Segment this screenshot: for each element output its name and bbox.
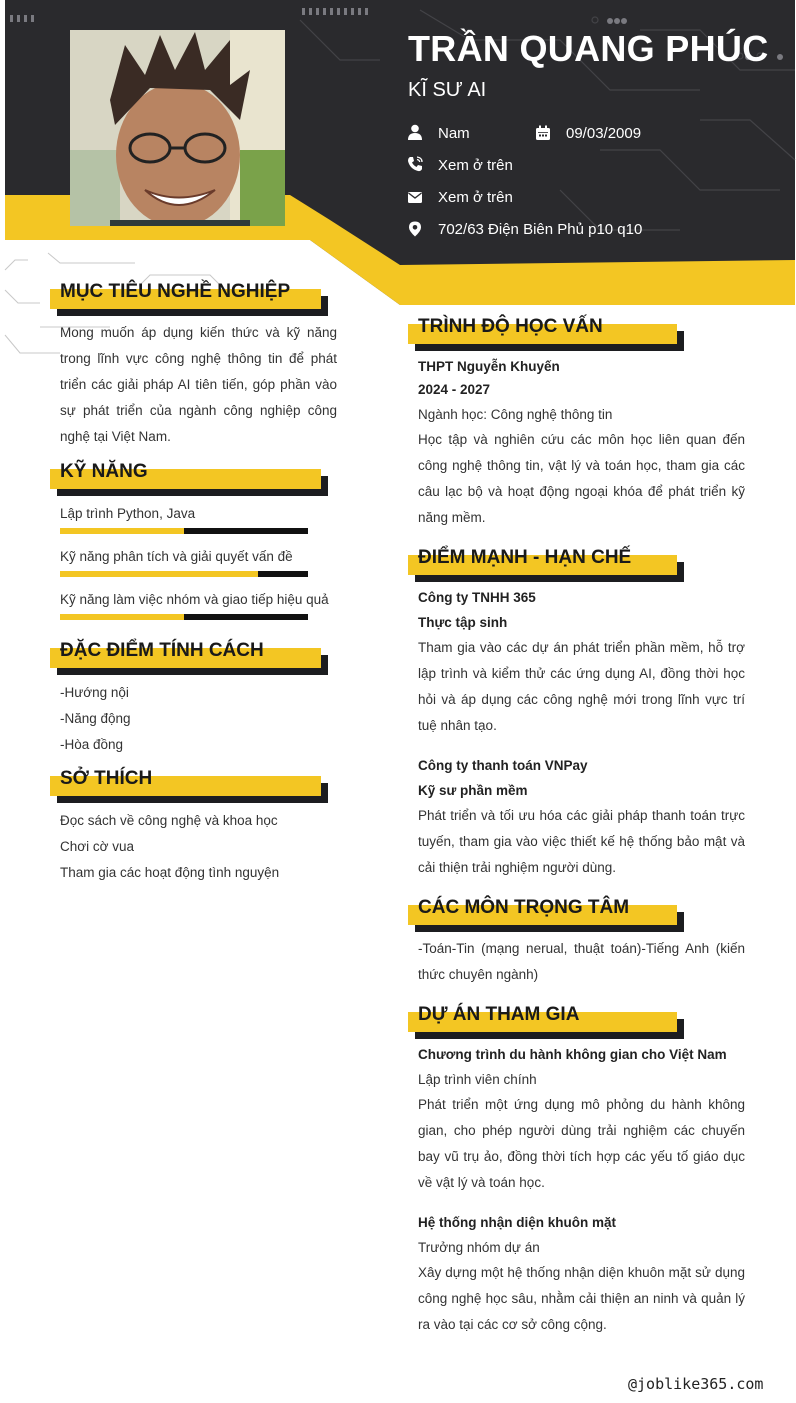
- major: Ngành học: Công nghệ thông tin: [418, 407, 613, 422]
- section-title: CÁC MÔN TRỌNG TÂM: [418, 897, 630, 918]
- calendar-icon: [535, 125, 551, 141]
- company-name: Công ty TNHH 365: [418, 590, 536, 605]
- phone-value: Xem ở trên: [438, 157, 513, 174]
- section-projects: [408, 1004, 684, 1046]
- avatar-photo: [70, 30, 285, 226]
- project-description: Xây dựng một hệ thống nhận diện khuôn mặt sử dụng công nghệ học sâu, nhằm cải thiện an ninh và quản lý ra vào tại các cơ sở công cộng.: [418, 1265, 745, 1332]
- company-name: Công ty thanh toán VNPay: [418, 758, 588, 773]
- hobby-item: Chơi cờ vua: [60, 839, 134, 854]
- avatar: [70, 30, 285, 226]
- personality-item: -Hướng nội: [60, 685, 129, 700]
- section-title: ĐIỂM MẠNH - HẠN CHẾ: [418, 547, 632, 568]
- school-years: 2024 - 2027: [418, 382, 491, 397]
- project-name: Hệ thống nhận diện khuôn mặt: [418, 1215, 616, 1230]
- birthdate-value: 09/03/2009: [566, 125, 642, 142]
- skill-label: Lập trình Python, Java: [60, 506, 196, 521]
- personality-item: -Năng động: [60, 711, 131, 726]
- section-title: DỰ ÁN THAM GIA: [418, 1004, 580, 1025]
- skill-label: Kỹ năng làm việc nhóm và giao tiếp hiệu quả: [60, 592, 329, 607]
- company-role: Kỹ sư phần mềm: [418, 783, 528, 798]
- project-role: Lập trình viên chính: [418, 1072, 537, 1087]
- section-title: TRÌNH ĐỘ HỌC VẤN: [418, 316, 603, 337]
- skill-level-bar: [60, 571, 308, 577]
- school-name: THPT Nguyễn Khuyến: [418, 359, 560, 374]
- personality-item: -Hòa đồng: [60, 737, 124, 752]
- section-hobbies: [50, 768, 328, 810]
- footer-watermark: @joblike365.com: [628, 1375, 764, 1393]
- candidate-name: TRẦN QUANG PHÚC: [408, 28, 769, 69]
- hobby-item: Đọc sách về công nghệ và khoa học: [60, 813, 278, 828]
- subjects-text: -Toán-Tin (mạng nerual, thuật toán)-Tiếng Anh (kiến thức chuyên ngành): [418, 941, 745, 982]
- education-description: Học tập và nghiên cứu các môn học liên quan đến công nghệ thông tin, vật lý và toán học, tham gia các câu lạc bộ và hoạt động ngoại khóa để phát triển kỹ năng mềm.: [418, 432, 745, 525]
- objective-text: Mong muốn áp dụng kiến thức và kỹ năng trong lĩnh vực công nghệ thông tin để phát triển các giải pháp AI tiên tiến, góp phần vào sự phát triển của ngành công nghiệp công nghệ tại Việt Nam.: [60, 325, 337, 444]
- hobby-item: Tham gia các hoạt động tình nguyện: [60, 865, 280, 880]
- user-icon: [407, 124, 423, 140]
- gender-value: Nam: [438, 125, 470, 142]
- section-title: MỤC TIÊU NGHỀ NGHIỆP: [60, 281, 291, 302]
- company-description: Tham gia vào các dự án phát triển phần mềm, hỗ trợ lập trình và kiểm thử các ứng dụng AI, đồng thời học hỏi và áp dụng các công nghệ mới trong lĩnh vực trí tuệ nhân tạo.: [418, 640, 745, 733]
- address-value: 702/63 Điện Biên Phủ p10 q10: [438, 221, 643, 238]
- skill-level-bar: [60, 528, 308, 534]
- section-strengths: [408, 547, 684, 589]
- job-title: KĨ SƯ AI: [408, 79, 487, 101]
- section-title: KỸ NĂNG: [60, 461, 148, 482]
- project-name: Chương trình du hành không gian cho Việt Nam: [418, 1047, 727, 1062]
- email-value: Xem ở trên: [438, 189, 513, 206]
- project-description: Phát triển một ứng dụng mô phỏng du hành không gian, cho phép người dùng trải nghiệm các chuyến bay vũ trụ ảo, đồng thời tích hợp các yếu tố giáo dục về vật lý và toán học.: [418, 1097, 745, 1190]
- section-subjects: [408, 897, 684, 939]
- skill-level-bar: [60, 614, 308, 620]
- section-objective: [50, 281, 328, 323]
- phone-icon: [407, 156, 423, 172]
- company-role: Thực tập sinh: [418, 615, 508, 630]
- email-icon: [407, 189, 423, 205]
- section-education: [408, 316, 684, 358]
- section-skills: [50, 461, 328, 503]
- company-description: Phát triển và tối ưu hóa các giải pháp thanh toán trực tuyến, tham gia vào việc thiết kế hệ thống bảo mật và cải thiện trải nghiệm người dùng.: [418, 808, 745, 875]
- location-pin-icon: [407, 221, 423, 237]
- section-title: SỞ THÍCH: [60, 768, 153, 789]
- skill-label: Kỹ năng phân tích và giải quyết vấn đề: [60, 549, 293, 564]
- section-title: ĐẶC ĐIỂM TÍNH CÁCH: [60, 640, 264, 661]
- project-role: Trưởng nhóm dự án: [418, 1240, 540, 1255]
- section-personality: [50, 640, 328, 682]
